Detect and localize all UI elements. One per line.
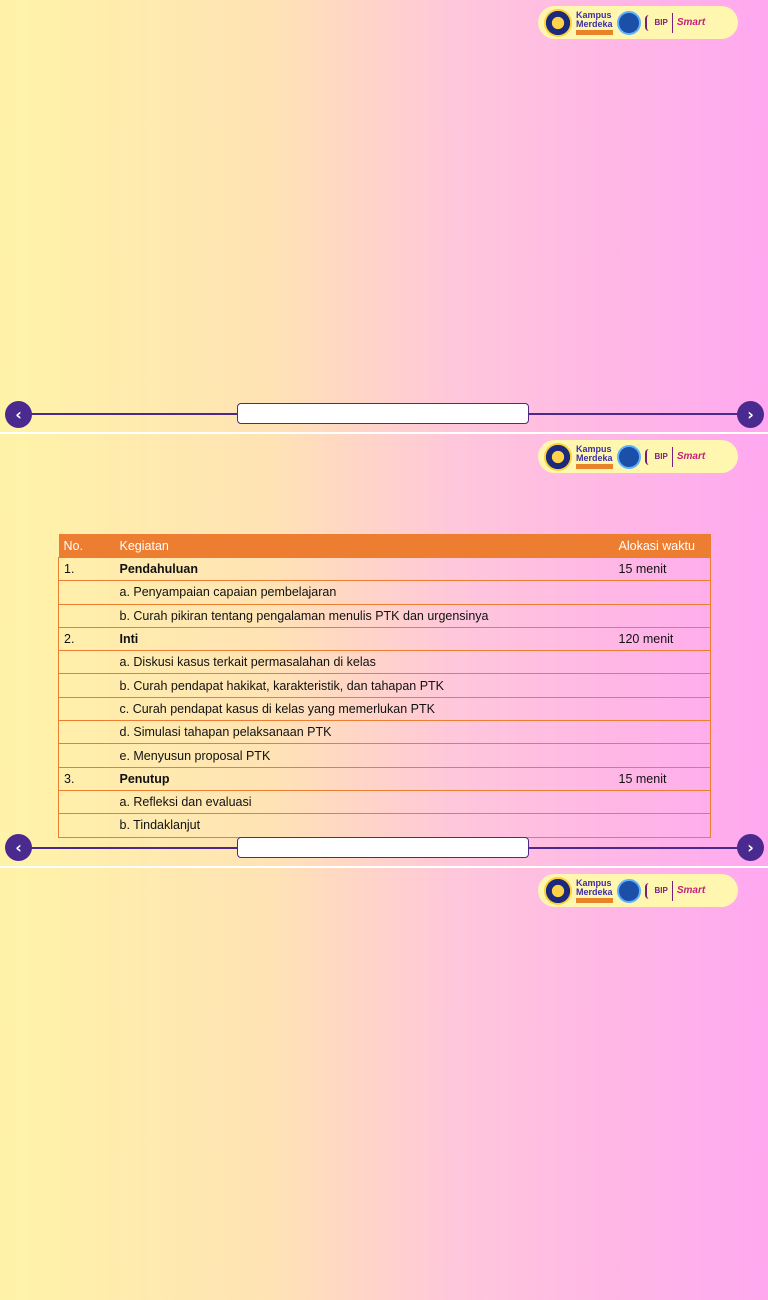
- cell-time: [614, 581, 711, 604]
- chevron-right-icon: ›: [747, 404, 754, 424]
- cell-activity: c. Curah pendapat kasus di kelas yang memerlukan PTK: [115, 697, 614, 720]
- university-seal-icon: [544, 9, 572, 37]
- chevron-left-icon: ‹: [15, 837, 22, 857]
- kampus-merdeka-tag: [576, 30, 613, 35]
- cell-no: [59, 604, 115, 627]
- cell-time: 15 menit: [614, 767, 711, 790]
- bip-logo-text: BIP: [654, 18, 668, 27]
- cell-activity: d. Simulasi tahapan pelaksanaan PTK: [115, 721, 614, 744]
- slide-caption-box: [237, 837, 529, 858]
- table-header-row: [59, 534, 711, 558]
- next-slide-button[interactable]: [737, 834, 764, 861]
- cell-no: [59, 581, 115, 604]
- slide-2: [0, 434, 768, 866]
- cell-no: 3.: [59, 767, 115, 790]
- smart-logo: Smart: [676, 17, 706, 28]
- cell-no: [59, 790, 115, 813]
- kampus-merdeka-line1: Kampus: [576, 9, 612, 20]
- tut-wuri-handayani-icon: [617, 11, 641, 35]
- cell-no: [59, 674, 115, 697]
- cell-time: [614, 697, 711, 720]
- logo-divider: [672, 13, 673, 33]
- next-slide-button[interactable]: [737, 401, 764, 428]
- cell-no: 1.: [59, 558, 115, 581]
- header-time: Alokasi waktu: [614, 534, 711, 558]
- table-row: [59, 767, 711, 790]
- nav-line-left: [30, 413, 238, 415]
- slide-3: [0, 868, 768, 1300]
- tut-wuri-handayani-icon: [617, 879, 641, 903]
- cell-activity: a. Diskusi kasus terkait permasalahan di kelas: [115, 651, 614, 674]
- table-row: [59, 814, 711, 837]
- kampus-merdeka-line2: Merdeka: [576, 18, 613, 29]
- kampus-merdeka-tag: [576, 464, 613, 469]
- bip-logo: [645, 15, 668, 31]
- prev-slide-button[interactable]: [5, 401, 32, 428]
- kampus-merdeka-logo: [576, 879, 613, 903]
- cell-time: [614, 674, 711, 697]
- bip-logo-text: BIP: [654, 452, 668, 461]
- partner-logos: [538, 874, 738, 907]
- tut-wuri-handayani-icon: [617, 445, 641, 469]
- table-row: [59, 697, 711, 720]
- cell-activity: a. Penyampaian capaian pembelajaran: [115, 581, 614, 604]
- university-seal-icon: [544, 877, 572, 905]
- cell-time: [614, 604, 711, 627]
- kampus-merdeka-logo: [576, 11, 613, 35]
- chevron-right-icon: ›: [747, 837, 754, 857]
- logo-divider: [672, 881, 673, 901]
- header-activity: Kegiatan: [115, 534, 614, 558]
- header-no: No.: [59, 534, 115, 558]
- cell-no: [59, 697, 115, 720]
- table-row: [59, 790, 711, 813]
- university-seal-icon: [544, 443, 572, 471]
- cell-activity: b. Curah pikiran tentang pengalaman menulis PTK dan urgensinya: [115, 604, 614, 627]
- cell-no: 2.: [59, 627, 115, 650]
- cell-no: [59, 651, 115, 674]
- cell-activity: Pendahuluan: [115, 558, 614, 581]
- kampus-merdeka-line1: Kampus: [576, 877, 612, 888]
- cell-no: [59, 814, 115, 837]
- smart-logo: Smart: [676, 451, 706, 462]
- cell-time: [614, 651, 711, 674]
- table-row: [59, 721, 711, 744]
- cell-no: [59, 744, 115, 767]
- smart-logo: Smart: [676, 885, 706, 896]
- cell-time: [614, 721, 711, 744]
- cell-activity: e. Menyusun proposal PTK: [115, 744, 614, 767]
- table-row: [59, 604, 711, 627]
- partner-logos: [538, 440, 738, 473]
- schedule-table: [58, 534, 711, 838]
- cell-activity: Inti: [115, 627, 614, 650]
- logo-divider: [672, 447, 673, 467]
- kampus-merdeka-line1: Kampus: [576, 443, 612, 454]
- nav-line-right: [529, 413, 741, 415]
- kampus-merdeka-line2: Merdeka: [576, 886, 613, 897]
- partner-logos: [538, 6, 738, 39]
- prev-slide-button[interactable]: [5, 834, 32, 861]
- slide-caption-box: [237, 403, 529, 424]
- kampus-merdeka-line2: Merdeka: [576, 452, 613, 463]
- bip-logo: [645, 449, 668, 465]
- cell-activity: a. Refleksi dan evaluasi: [115, 790, 614, 813]
- table-row: [59, 627, 711, 650]
- cell-time: 120 menit: [614, 627, 711, 650]
- kampus-merdeka-logo: [576, 445, 613, 469]
- table-row: [59, 558, 711, 581]
- schedule-body: [59, 558, 711, 838]
- cell-time: [614, 814, 711, 837]
- cell-no: [59, 721, 115, 744]
- cell-time: [614, 790, 711, 813]
- bip-logo: [645, 883, 668, 899]
- table-row: [59, 744, 711, 767]
- bip-logo-text: BIP: [654, 886, 668, 895]
- cell-activity: b. Curah pendapat hakikat, karakteristik, dan tahapan PTK: [115, 674, 614, 697]
- slide-1: [0, 0, 768, 432]
- nav-line-left: [30, 847, 238, 849]
- table-row: [59, 581, 711, 604]
- nav-line-right: [529, 847, 741, 849]
- chevron-left-icon: ‹: [15, 404, 22, 424]
- cell-time: [614, 744, 711, 767]
- table-row: [59, 674, 711, 697]
- cell-activity: Penutup: [115, 767, 614, 790]
- table-row: [59, 651, 711, 674]
- cell-activity: b. Tindaklanjut: [115, 814, 614, 837]
- cell-time: 15 menit: [614, 558, 711, 581]
- kampus-merdeka-tag: [576, 898, 613, 903]
